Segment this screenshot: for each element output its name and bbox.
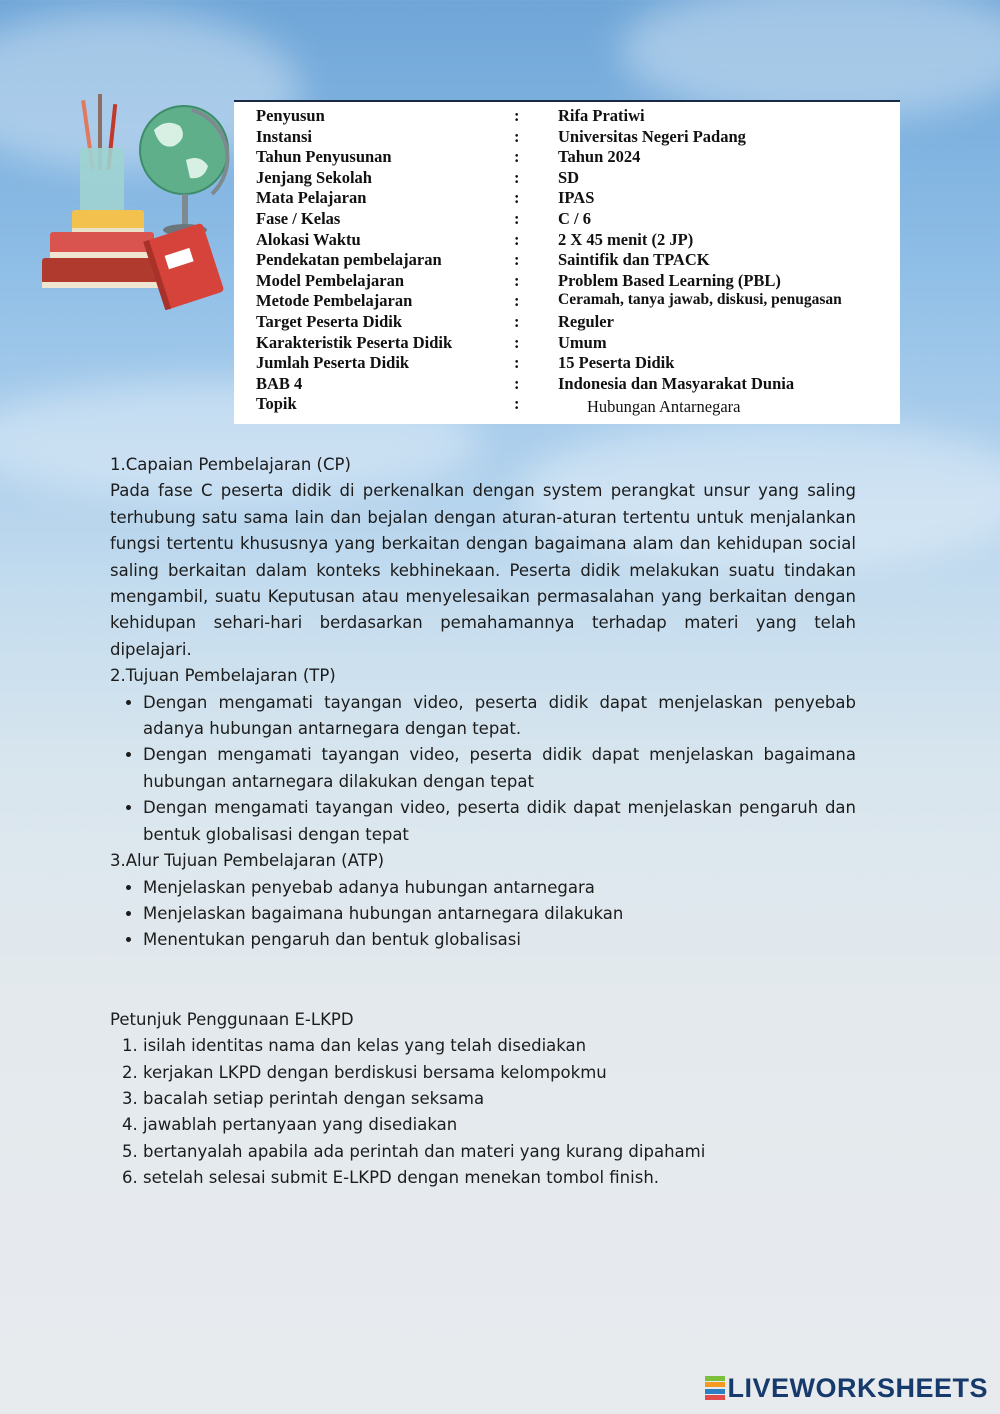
list-item: 6. setelah selesai submit E-LKPD dengan menekan tombol finish. <box>143 1165 856 1191</box>
identity-label: Penyusun <box>256 106 325 125</box>
identity-colon: : <box>514 147 520 167</box>
identity-row <box>234 230 900 250</box>
identity-colon: : <box>514 229 520 249</box>
section-spacer <box>110 954 856 1007</box>
identity-label: BAB 4 <box>256 373 303 393</box>
identity-label: Fase / Kelas <box>256 209 341 228</box>
identity-label: Instansi <box>256 126 312 146</box>
identity-row <box>234 106 900 126</box>
identity-label: Tahun Penyusunan <box>256 147 392 167</box>
globe-icon <box>140 106 228 236</box>
identity-label: Target Peserta Didik <box>256 312 403 331</box>
identity-label: Alokasi Waktu <box>256 229 361 249</box>
identity-colon: : <box>514 126 520 146</box>
identity-value: Tahun 2024 <box>558 147 641 167</box>
identity-colon: : <box>514 353 520 373</box>
list-item: • Menjelaskan bagaimana hubungan antarnegara dilakukan <box>143 901 856 927</box>
identity-label: Model Pembelajaran <box>256 270 405 290</box>
identity-label: Topik <box>256 394 297 414</box>
list-item: • Menjelaskan penyebab adanya hubungan antarnegara <box>143 875 856 901</box>
identity-value: 15 Peserta Didik <box>558 353 675 373</box>
identity-row <box>234 374 900 394</box>
list-item: 1. isilah identitas nama dan kelas yang telah disediakan <box>143 1033 856 1059</box>
list-item: • Menentukan pengaruh dan bentuk globalisasi <box>143 927 856 953</box>
identity-colon: : <box>514 106 520 125</box>
identity-value: Hubungan Antarnegara <box>587 397 741 417</box>
pencil-cup-icon <box>80 94 124 212</box>
identity-value: Umum <box>558 332 607 352</box>
list-item: 2. kerjakan LKPD dengan berdiskusi bersama kelompokmu <box>143 1060 856 1086</box>
book-stack-icon <box>42 210 158 288</box>
identity-value: Problem Based Learning (PBL) <box>558 270 781 290</box>
identity-row <box>234 188 900 208</box>
tp-list <box>110 690 856 848</box>
cp-text: Pada fase C peserta didik di perkenalkan dengan system perangkat unsur yang saling terhubung satu sama lain dan bejalan dengan aturan-aturan tertentu untuk menjalankan fungsi tertentu khususnya yang berkaitan dengan bagaimana alam dan kehidupan social saling berkaitan dalam konteks kebhinekaan. Peserta didik melakukan suatu tindakan mengambil, suatu Keputusan atau menyelesaikan permasalahan yang berkaitan dengan kehidupan sehari-hari berdasarkan pemahamannya terhadap materi yang telah dipelajari. <box>110 481 856 659</box>
identity-row <box>234 250 900 270</box>
identity-value: 2 X 45 menit (2 JP) <box>558 229 694 249</box>
identity-colon: : <box>514 250 520 270</box>
list-item: 4. jawablah pertanyaan yang disediakan <box>143 1112 856 1138</box>
identity-row <box>234 394 900 417</box>
identity-row <box>234 312 900 332</box>
identity-label: Jumlah Peserta Didik <box>256 353 410 373</box>
identity-colon: : <box>514 312 520 331</box>
identity-row <box>234 209 900 229</box>
identity-label: Jenjang Sekolah <box>256 167 372 187</box>
atp-heading: 3.Alur Tujuan Pembelajaran (ATP) <box>110 851 385 871</box>
identity-colon: : <box>514 332 520 352</box>
identity-value: Rifa Pratiwi <box>558 106 645 125</box>
liveworksheets-logo[interactable] <box>705 1372 988 1404</box>
identity-colon: : <box>514 167 520 187</box>
identity-label: Mata Pelajaran <box>256 188 367 208</box>
list-item: 5. bertanyalah apabila ada perintah dan materi yang kurang dipahami <box>143 1139 856 1165</box>
identity-value: Reguler <box>558 312 614 331</box>
list-item: 3. bacalah setiap perintah dengan seksama <box>143 1086 856 1112</box>
identity-colon: : <box>514 394 520 414</box>
identity-value: Universitas Negeri Padang <box>558 126 746 146</box>
list-item: • Dengan mengamati tayangan video, peserta didik dapat menjelaskan penyebab adanya hubungan antarnegara dengan tepat. <box>143 690 856 743</box>
identity-row <box>234 333 900 353</box>
identity-row <box>234 127 900 147</box>
identity-value: Ceramah, tanya jawab, diskusi, penugasan <box>558 291 842 309</box>
identity-value: SD <box>558 167 580 187</box>
identity-row <box>234 291 900 311</box>
identity-value: Indonesia dan Masyarakat Dunia <box>558 373 795 393</box>
identity-label: Pendekatan pembelajaran <box>256 250 442 270</box>
identity-colon: : <box>514 270 520 290</box>
cp-heading: 1.Capaian Pembelajaran (CP) <box>110 455 351 474</box>
identity-label: Karakteristik Peserta Didik <box>256 332 453 352</box>
list-item: • Dengan mengamati tayangan video, peserta didik dapat menjelaskan pengaruh dan bentuk globalisasi dengan tepat <box>143 795 856 848</box>
liveworksheets-logo-icon <box>705 1376 725 1400</box>
red-notebook-icon <box>143 223 224 310</box>
tp-heading: 2.Tujuan Pembelajaran (TP) <box>110 666 336 686</box>
identity-row <box>234 353 900 373</box>
petunjuk-heading: Petunjuk Penggunaan E-LKPD <box>110 1009 354 1029</box>
petunjuk-list <box>110 1033 856 1191</box>
identity-label: Metode Pembelajaran <box>256 291 413 311</box>
identity-colon: : <box>514 188 520 208</box>
identity-value: IPAS <box>558 188 595 208</box>
identity-row <box>234 271 900 291</box>
identity-row <box>234 147 900 167</box>
identity-colon: : <box>514 291 520 311</box>
atp-list <box>110 875 856 954</box>
books-globe-illustration <box>36 90 232 310</box>
liveworksheets-logo-text: LIVEWORKSHEETS <box>727 1372 988 1403</box>
identity-value: Saintifik dan TPACK <box>558 250 710 270</box>
identity-table <box>234 100 900 424</box>
main-content <box>110 452 856 1192</box>
identity-value: C / 6 <box>558 209 591 228</box>
identity-row <box>234 168 900 188</box>
identity-colon: : <box>514 373 520 393</box>
identity-colon: : <box>514 209 520 228</box>
list-item: • Dengan mengamati tayangan video, peserta didik dapat menjelaskan bagaimana hubungan antarnegara dilakukan dengan tepat <box>143 742 856 795</box>
